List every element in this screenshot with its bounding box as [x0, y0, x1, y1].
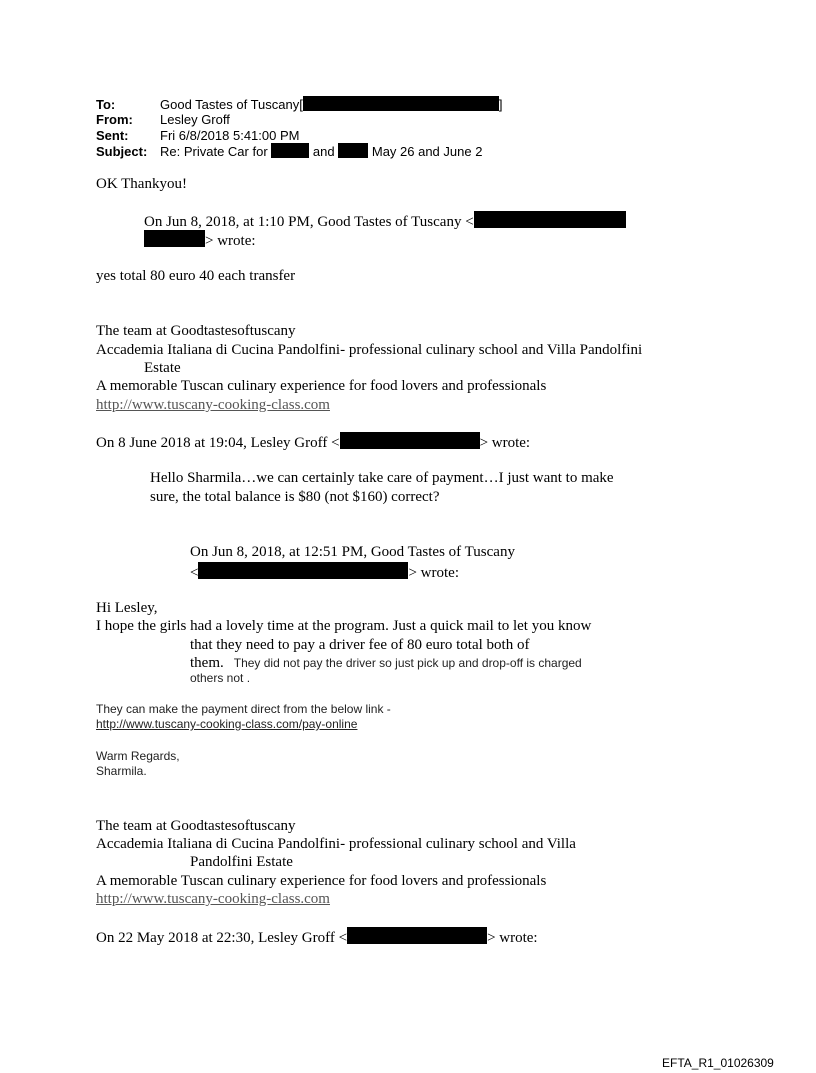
- subject-part3: May 26 and June 2: [371, 144, 483, 159]
- signature1-tagline: A memorable Tuscan culinary experience for food lovers and professionals: [96, 378, 547, 394]
- sharmila-greeting: Hi Lesley,: [96, 600, 158, 616]
- redaction-block: [303, 96, 499, 111]
- reply-total-80-euro: yes total 80 euro 40 each transfer: [96, 268, 296, 284]
- signature2-tagline: A memorable Tuscan culinary experience for food lovers and professionals: [96, 873, 547, 889]
- to-value: Good Tastes of Tuscany[: [160, 97, 303, 112]
- from-value: Lesley Groff: [160, 112, 230, 127]
- quote1-line1: [144, 211, 626, 231]
- payment-instruction: They can make the payment direct from the below link -: [96, 702, 391, 716]
- subject-row: [96, 143, 482, 160]
- quote3-prefix: <: [190, 565, 199, 581]
- quote2-prefix: On 8 June 2018 at 19:04, Lesley Groff <: [96, 435, 340, 451]
- sharmila-line1: I hope the girls had a lovely time at the program. Just a quick mail to let you know: [96, 618, 592, 634]
- signature1-website-link[interactable]: http://www.tuscany-cooking-class.com: [96, 397, 330, 413]
- quote3-line2: [190, 562, 459, 582]
- document-id-footer: EFTA_R1_01026309: [662, 1056, 774, 1070]
- signature1-school-line1: Accademia Italiana di Cucina Pandolfini- professional culinary school and Villa Pandolfini: [96, 342, 643, 358]
- sent-row: [96, 128, 299, 144]
- quote4-suffix: > wrote:: [487, 930, 538, 946]
- sharmila-line3-serif: them.: [190, 655, 224, 671]
- lesley-msg-line2: sure, the total balance is $80 (not $160) correct?: [150, 489, 440, 505]
- subject-part2: and: [312, 144, 335, 159]
- from-label: From:: [96, 112, 133, 127]
- redaction-block: [340, 432, 480, 449]
- lesley-msg-line1: Hello Sharmila…we can certainly take care of payment…I just want to make: [150, 470, 614, 486]
- redaction-block: [338, 143, 368, 158]
- quote1-text: On Jun 8, 2018, at 1:10 PM, Good Tastes of Tuscany <: [144, 214, 474, 230]
- redaction-block: [474, 211, 626, 228]
- from-row: [96, 112, 230, 128]
- redaction-block: [271, 143, 309, 158]
- subject-label: Subject:: [96, 144, 148, 159]
- quote3-line1: On Jun 8, 2018, at 12:51 PM, Good Tastes of Tuscany: [190, 544, 515, 560]
- signature2-school-line2: Pandolfini Estate: [190, 854, 293, 870]
- signature2-website-link[interactable]: http://www.tuscany-cooking-class.com: [96, 891, 330, 907]
- quote2-suffix: > wrote:: [479, 435, 531, 451]
- to-label: To:: [96, 97, 116, 112]
- quote1-line2: [144, 230, 256, 250]
- sharmila-line4: others not .: [190, 671, 251, 685]
- quote4-prefix: On 22 May 2018 at 22:30, Lesley Groff <: [96, 930, 348, 946]
- to-close: ]: [498, 97, 503, 112]
- quote1-wrote: > wrote:: [205, 233, 256, 249]
- pay-online-link[interactable]: http://www.tuscany-cooking-class.com/pay-online: [96, 717, 358, 731]
- sent-label: Sent:: [96, 128, 129, 143]
- reply-ok-thankyou: OK Thankyou!: [96, 176, 187, 192]
- sender-name: Sharmila.: [96, 764, 147, 778]
- signature2-team: The team at Goodtastesoftuscany: [96, 818, 296, 834]
- signature2-school-line1: Accademia Italiana di Cucina Pandolfini- professional culinary school and Villa: [96, 836, 576, 852]
- warm-regards: Warm Regards,: [96, 749, 180, 763]
- redaction-block: [144, 230, 205, 247]
- quote4-line: [96, 927, 538, 947]
- sharmila-line3: [190, 654, 582, 672]
- sharmila-line3-sans: They did not pay the driver so just pick up and drop-off is charged: [233, 656, 582, 670]
- signature1-school-line2: Estate: [144, 360, 181, 376]
- sharmila-line2: that they need to pay a driver fee of 80 euro total both of: [190, 637, 530, 653]
- subject-part1: Re: Private Car for: [160, 144, 268, 159]
- quote3-suffix: > wrote:: [408, 565, 459, 581]
- to-row: [96, 96, 502, 113]
- signature1-team: The team at Goodtastesoftuscany: [96, 323, 296, 339]
- redaction-block: [198, 562, 408, 579]
- sent-value: Fri 6/8/2018 5:41:00 PM: [160, 128, 300, 143]
- quote2-line: [96, 432, 530, 452]
- redaction-block: [347, 927, 487, 944]
